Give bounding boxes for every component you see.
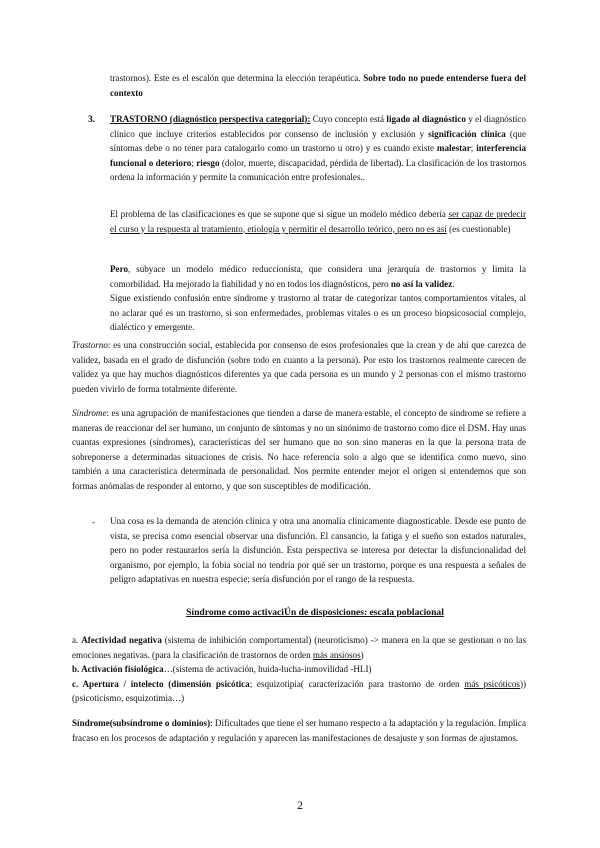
paragraph-context: trastornos). Este es el escalón que determina la elección terapéutica. Sobre todo no puede entenderse fuera del contexto	[110, 73, 526, 98]
bullet-marker: -	[92, 517, 96, 527]
context-emphasis: Sobre todo no puede entenderse fuera del contexto	[110, 73, 526, 98]
paragraph-bullet-disfuncion: Una cosa es la demanda de atención clínica y otra una anomalía clínicamente diagnosticable. Desde ese punto de vista, se precisa como esencial observar una disfunción. El cansancio, la fatiga y el sueño son estados naturales, pero no poder restaurarlos sería la disfunción. Esta perspectiva se interesa por detectar la disfuncionalidad del organismo, por ejemplo, la fobia social no tendría por qué ser un trastorno, porque es una respuesta a señales de peligro adaptativas en nuestra especie; sería disfunción por el rango de la respuesta.	[110, 516, 526, 584]
paragraph-problema: El problema de las clasificaciones es que se supone que si sigue un modelo médico debería ser capaz de predecir el curso y la respuesta al tratamiento, etiología y permitir el desarrollo teórico, pero no es así (es cuestionable)	[110, 209, 526, 234]
section-title-trastorno: TRASTORNO (diagnóstico perspectiva categorial):	[110, 114, 311, 124]
paragraph-pero: Pero, subyace un modelo médico reduccionista, que considera una jerarquía de trastornos y limita la comorbilidad. Ha mejorado la fiabilidad y no en todos los diagnósticos, pero no así la validez. Sigue existiendo confusión entre síndrome y trastorno al tratar de categorizar tantos comportamientos vitales, al no aclarar qué es un trastorno, si son enfermedades, problemas vitales o es un proceso biopsicosocial complejo, dialéctico y emergente.	[110, 264, 526, 332]
page-number: 2	[297, 798, 303, 812]
list-dimensiones	[72, 633, 526, 706]
list-item-activacion: b. Activación fisiológica…(sistema de activación, huida-lucha-inmovilidad -HLI)	[72, 664, 372, 674]
term-sindrome: Síndrome	[72, 408, 107, 418]
paragraph-trastorno-diagnostico: TRASTORNO (diagnóstico perspectiva categorial): Cuyo concepto está ligado al diagnóstico y el diagnóstico clínico que incluye criterios establecidos por consenso de inclusión y exclusión y significación clínica (que síntomas debe o no tener para catalogarlo como un trastorno u otro) y es cuando existe malestar; interferencia funcional o deterioro; riesgo (dolor, muerte, discapacidad, pérdida de libertad). La clasificación de los trastornos ordena la información y permite la comunicación entre profesionales..	[110, 114, 527, 182]
list-number-3: 3.	[88, 115, 96, 125]
paragraph-definicion-sindrome: Síndrome: es una agrupación de manifestaciones que tienden a darse de manera estable, el concepto de síndrome se refiere a maneras de reaccionar del ser humano, un conjunto de síntomas y no un sinónimo de trastorno como dice el DSM. Hay unas cuantas expresiones (síndromes), características del ser humano que no son sino maneras en la que la persona trata de sobreponerse a determinadas situaciones de crisis. No hace referencia solo a algo que se identifica como nuevo, sino también a una característica determinada de personalidad. Nos permite entender mejor el origen si entendemos que son formas anómalas de responder al entorno, y que son susceptibles de modificación.	[72, 408, 526, 491]
term-trastorno: Trastorno	[72, 340, 108, 350]
list-item-apertura: c. Apertura / intelecto (dimensión psicótica; esquizotipia( caracterización para trastorno de orden más psicóticos)) (psicoticismo, esquizotimia…)	[72, 678, 527, 703]
paragraph-definicion-trastorno: Trastorno: es una construcción social, establecida por consenso de esos profesionales que la crean y de ahí que carezca de validez, basada en el grado de disfunción (sobre todo en cuanto a la persona). Por esto los trastornos realmente carecen de validez ya que hay muchos diagnósticos diferentes ya que cada persona es un mundo y 2 personas con el mismo trastorno pueden vivirlo de forma totalmente diferente.	[72, 340, 526, 394]
paragraph-subsindrome: Síndrome(subsíndrome o dominios): Dificultades que tiene el ser humano respecto a la adaptación y la regulación. Implica fracaso en los procesos de adaptación y regulación y aparecen las manifestaciones de desajuste y son formas de ajustamos.	[72, 718, 527, 743]
section-heading-escala-poblacional: Síndrome como activaciÚn de disposiciones: escala poblacional	[186, 607, 444, 618]
list-item-afectividad: a. Afectividad negativa (sistema de inhibición comportamental) (neuroticismo) -> manera en la que se gestionan o no las emociones negativas. (para la clasificación de trastornos de orden más ansiosos)	[72, 635, 526, 660]
